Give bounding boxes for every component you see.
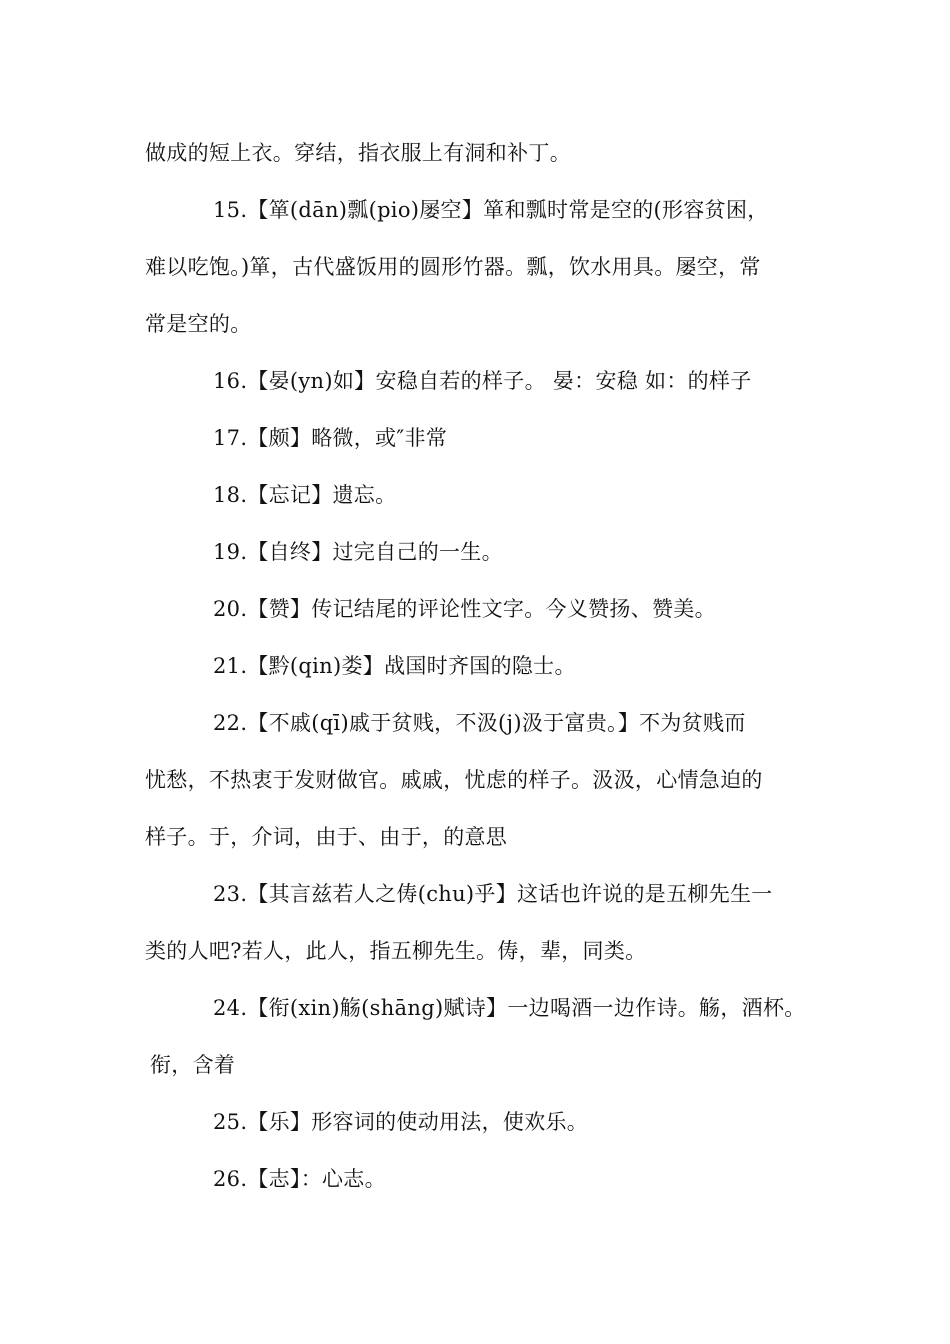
- text-line: 20.【赞】传记结尾的评论性文字。今义赞扬、赞美。: [213, 597, 716, 621]
- text-line: 26.【志】：心志。: [213, 1167, 386, 1191]
- text-line: 23.【其言兹若人之俦(chu)乎】这话也许说的是五柳先生一: [213, 882, 773, 906]
- text-line: 25.【乐】形容词的使动用法，使欢乐。: [213, 1110, 589, 1134]
- text-line: 类的人吧?若人，此人，指五柳先生。俦，辈，同类。: [145, 939, 647, 963]
- text-line: 21.【黔(qin)娄】战国时齐国的隐士。: [213, 654, 576, 678]
- text-line: 做成的短上衣。穿结，指衣服上有洞和补丁。: [145, 141, 571, 165]
- text-line: 18.【忘记】遗忘。: [213, 483, 397, 507]
- text-line: 15.【箪(dān)瓢(pio)屡空】箪和瓢时常是空的(形容贫困，: [213, 198, 769, 222]
- text-line: 常是空的。: [145, 312, 252, 336]
- text-line: 16.【晏(yn)如】安稳自若的样子。 晏：安稳 如：的样子: [213, 369, 752, 393]
- text-line: 样子。于，介词，由于、由于，的意思: [145, 825, 508, 849]
- text-line: 17.【颇】略微，或″非常: [213, 426, 448, 450]
- text-line: 难以吃饱。)箪，古代盛饭用的圆形竹器。瓢，饮水用具。屡空，常: [145, 255, 761, 279]
- text-line: 22.【不戚(qī)戚于贫贱，不汲(j)汲于富贵。】不为贫贱而: [213, 711, 746, 735]
- text-line: 24.【衔(xin)觞(shāng)赋诗】一边喝酒一边作诗。觞，酒杯。: [213, 996, 806, 1020]
- text-line: 19.【自终】过完自己的一生。: [213, 540, 503, 564]
- text-line: 忧愁，不热衷于发财做官。戚戚，忧虑的样子。汲汲，心情急迫的: [145, 768, 763, 792]
- text-line: 衔，含着: [150, 1053, 236, 1077]
